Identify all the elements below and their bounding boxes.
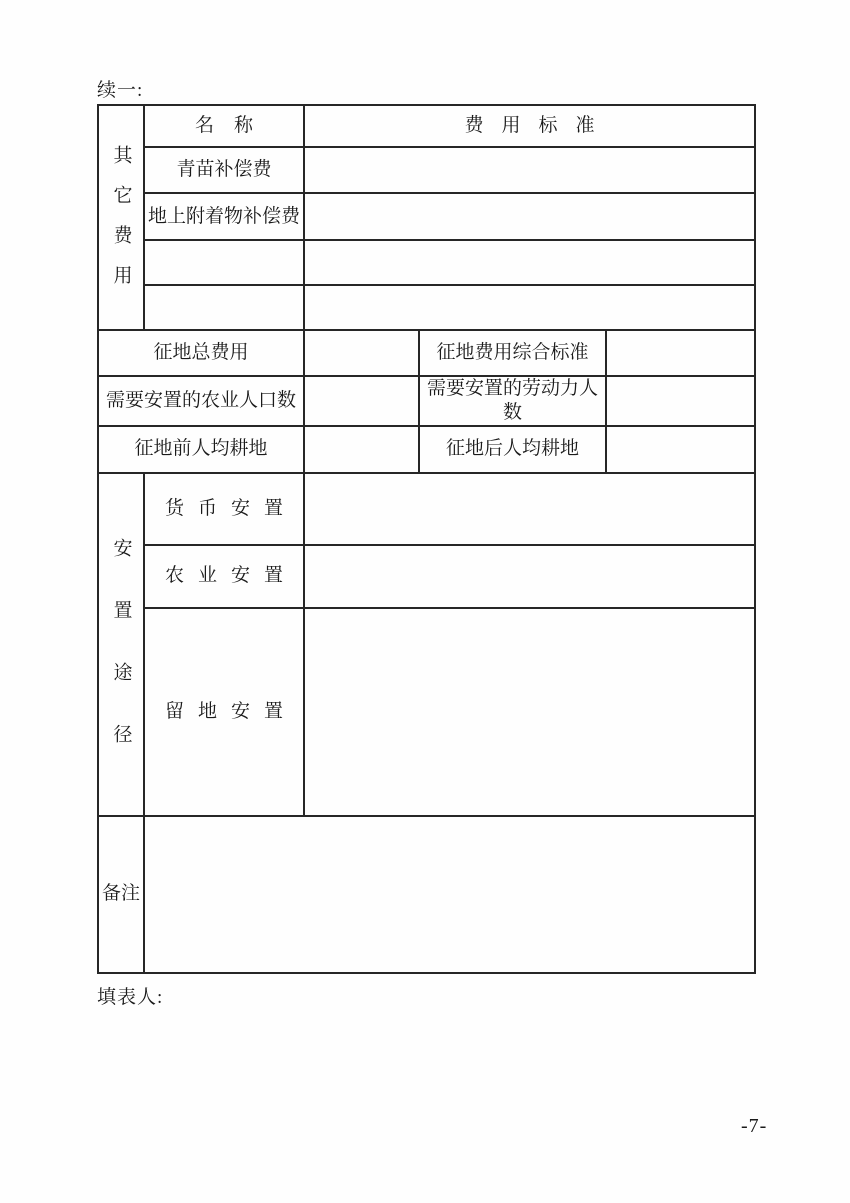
remarks-label-cell: 备注 [98, 816, 144, 973]
labor-force-label-cell: 需要安置的劳动力人数 [419, 376, 606, 426]
page-number: -7- [741, 1115, 768, 1137]
labor-force-value-cell [606, 376, 755, 426]
table-row [98, 330, 755, 376]
table-row [98, 376, 755, 426]
farmland-after-value-cell [606, 426, 755, 473]
other-fees-group-label-cell [98, 105, 144, 330]
agricultural-resettlement-value-cell [304, 545, 755, 608]
fee-standard-value-cell [304, 193, 755, 240]
comprehensive-standard-value-cell [606, 330, 755, 376]
farmland-after-label-cell: 征地后人均耕地 [419, 426, 606, 473]
agricultural-resettlement-label-cell: 农业安置 [144, 545, 304, 608]
total-cost-value-cell [304, 330, 419, 376]
table-row [98, 473, 755, 545]
table-row [98, 426, 755, 473]
resettlement-group-label-cell [98, 473, 144, 816]
table-row [98, 608, 755, 816]
monetary-resettlement-label-cell: 货币安置 [144, 473, 304, 545]
table-row [98, 193, 755, 240]
resettlement-group-label: 安置途径 [110, 538, 132, 787]
farmland-before-label-cell: 征地前人均耕地 [98, 426, 304, 473]
total-cost-label-cell: 征地总费用 [98, 330, 304, 376]
agricultural-population-value-cell [304, 376, 419, 426]
other-fees-group-label: 其它费用 [110, 144, 132, 305]
table-row [98, 816, 755, 973]
fee-standard-column-header: 费用标准 [304, 105, 755, 147]
fee-name-cell: 青苗补偿费 [144, 147, 304, 193]
form-filler-label: 填表人: [97, 987, 164, 1008]
fee-name-cell [144, 240, 304, 285]
remarks-content-cell [144, 816, 755, 973]
reserved-land-resettlement-value-cell [304, 608, 755, 816]
fee-standard-value-cell [304, 285, 755, 330]
fee-name-cell [144, 285, 304, 330]
agricultural-population-label-cell: 需要安置的农业人口数 [98, 376, 304, 426]
fee-standard-value-cell [304, 147, 755, 193]
fee-name-cell: 地上附着物补偿费 [144, 193, 304, 240]
farmland-before-value-cell [304, 426, 419, 473]
table-row [98, 147, 755, 193]
table-row [98, 545, 755, 608]
continuation-label: 续一: [97, 80, 144, 101]
table-row [98, 105, 755, 147]
table-row [98, 285, 755, 330]
fee-standard-value-cell [304, 240, 755, 285]
name-column-header: 名称 [144, 105, 304, 147]
reserved-land-resettlement-label-cell: 留地安置 [144, 608, 304, 816]
comprehensive-standard-label-cell: 征地费用综合标准 [419, 330, 606, 376]
land-acquisition-form-table [97, 104, 756, 974]
monetary-resettlement-value-cell [304, 473, 755, 545]
table-row [98, 240, 755, 285]
